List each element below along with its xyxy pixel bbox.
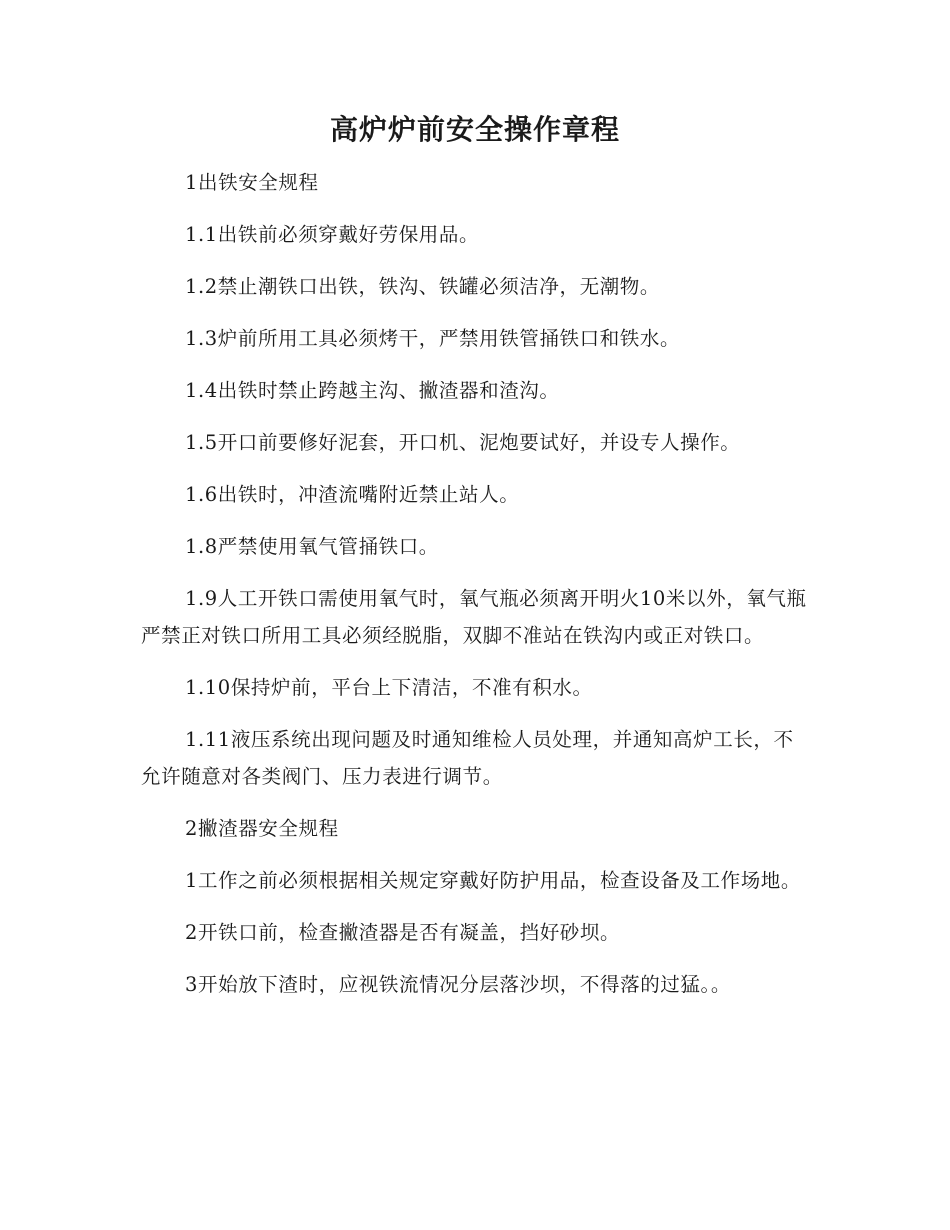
paragraph: 1.8严禁使用氧气管捅铁口。 <box>185 535 439 558</box>
document-title: 高炉炉前安全操作章程 <box>329 113 620 146</box>
paragraph: 1.1出铁前必须穿戴好劳保用品。 <box>185 223 480 246</box>
paragraph: 1工作之前必须根据相关规定穿戴好防护用品，检查设备及工作场地。 <box>185 869 802 892</box>
paragraph: 1.3炉前所用工具必须烤干，严禁用铁管捅铁口和铁水。 <box>185 327 681 350</box>
paragraph: 3开始放下渣时，应视铁流情况分层落沙坝，不得落的过猛。。 <box>185 973 731 996</box>
paragraph: 1.4出铁时禁止跨越主沟、撇渣器和渣沟。 <box>185 379 560 402</box>
paragraph: 1.10保持炉前，平台上下清洁，不准有积水。 <box>185 676 593 699</box>
paragraph: 1出铁安全规程 <box>185 171 319 194</box>
section-heading: 2撇渣器安全规程 <box>185 817 339 840</box>
paragraph: 1.5开口前要修好泥套，开口机、泥炮要试好，并设专人操作。 <box>185 431 741 454</box>
paragraph: 1.9人工开铁口需使用氧气时，氧气瓶必须离开明火10米以外，氧气瓶严禁正对铁口所用工具必须经脱脂，双脚不准站在铁沟内或正对铁口。 <box>141 587 807 647</box>
paragraph: 2开铁口前，检查撇渣器是否有凝盖，挡好砂坝。 <box>185 921 621 944</box>
paragraph: 1.2禁止潮铁口出铁，铁沟、铁罐必须洁净，无潮物。 <box>185 275 661 298</box>
paragraph: 1.11液压系统出现问题及时通知维检人员处理，并通知高炉工长，不允许随意对各类阀门、压力表进行调节。 <box>141 728 794 788</box>
document-body <box>141 164 811 1018</box>
paragraph: 1.6出铁时，冲渣流嘴附近禁止站人。 <box>185 483 520 506</box>
